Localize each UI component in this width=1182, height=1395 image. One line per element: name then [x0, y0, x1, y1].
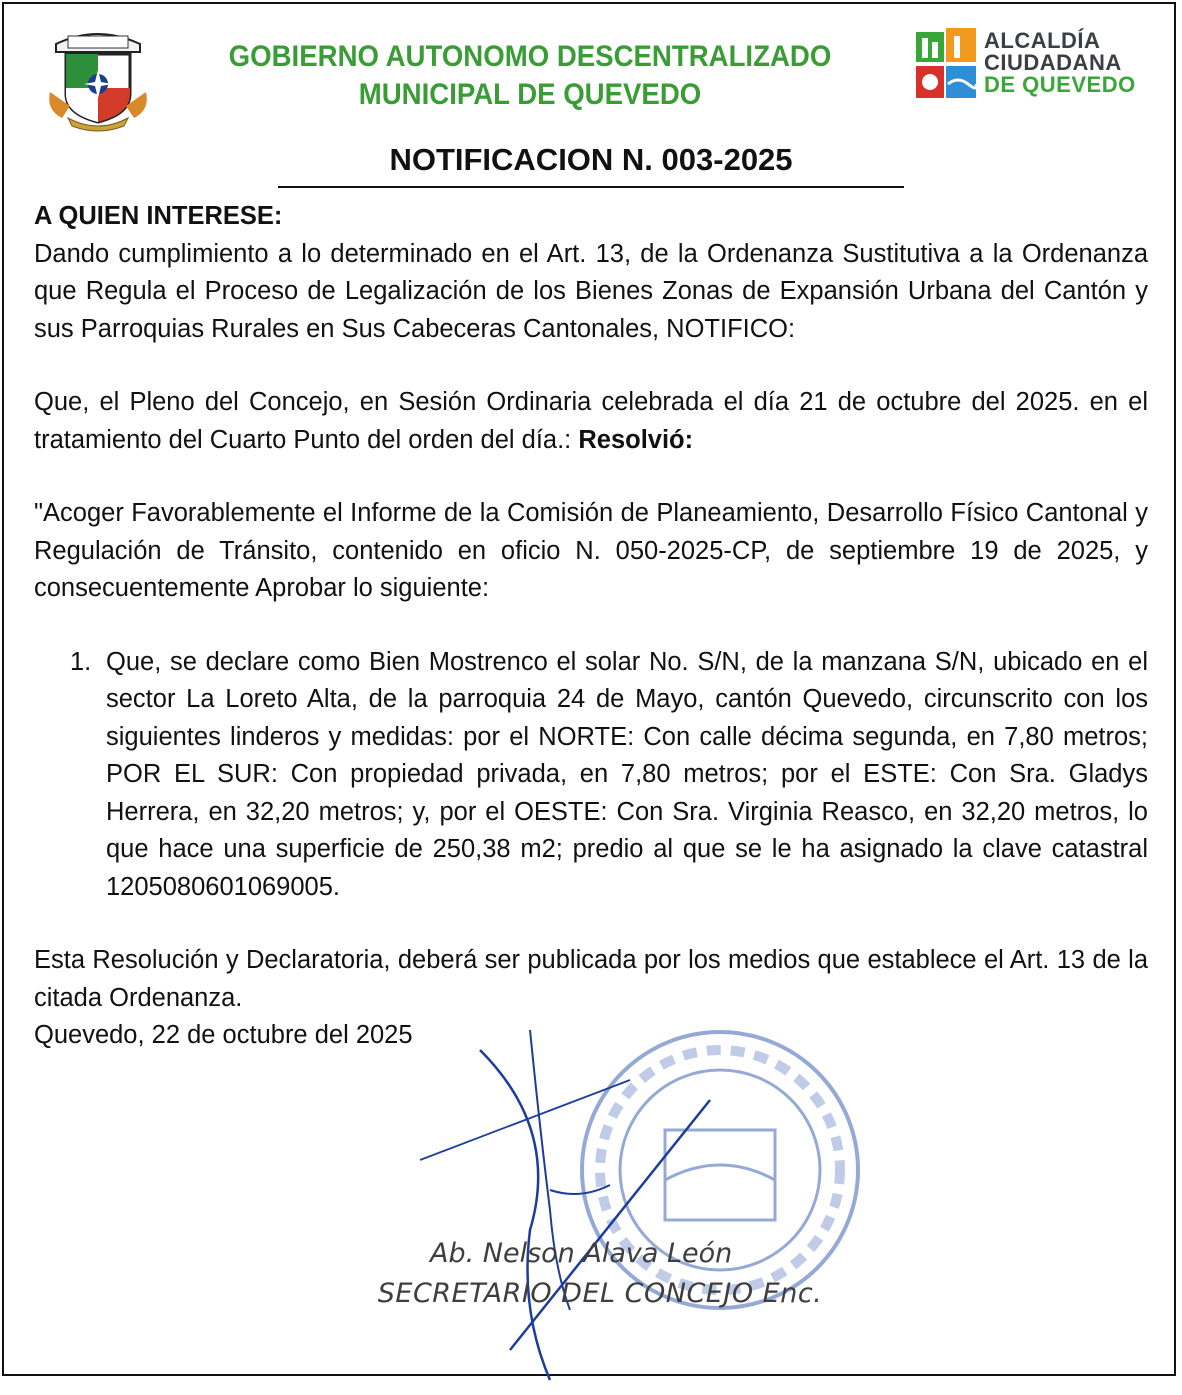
signatory-name: Ab. Nelson Alava León: [430, 1238, 733, 1269]
session-text: Que, el Pleno del Concejo, en Sesión Ordinaria celebrada el día 21 de octubre del 2025. en el tratamiento del Cuarto Punto del orden del día.:: [34, 388, 1148, 454]
org-line-2: MUNICIPAL DE QUEVEDO: [358, 78, 702, 111]
resolution-paragraph: "Acoger Favorablemente el Informe de la Comisión de Planeamiento, Desarrollo Físico Cantonal y Regulación de Tránsito, contenido en oficio N. 050-2025-CP, de septiembre 19 de 2025, y consecuentemente Aprobar lo siguiente:: [34, 499, 1148, 602]
logo-text: [984, 30, 1136, 96]
signatory-role: SECRETARIO DEL CONCEJO Enc.: [377, 1278, 823, 1309]
org-line-1: GOBIERNO AUTONOMO DESCENTRALIZADO: [228, 40, 832, 73]
handwritten-signature: [380, 1010, 840, 1390]
session-paragraph: [34, 384, 1148, 459]
list-item: [34, 644, 1148, 907]
addressee: A QUIEN INTERESE:: [34, 202, 283, 230]
intro-paragraph: Dando cumplimiento a lo determinado en el Art. 13, de la Ordenanza Sustitutiva a la Ordenanza que Regula el Proceso de Legalización de los Bienes Zonas de Expansión Urbana del Cantón y sus Parroquias Rurales en Sus Cabeceras Cantonales, NOTIFICO:: [34, 239, 1148, 343]
logo-line-3: DE QUEVEDO: [984, 72, 1136, 97]
organization-name: [190, 38, 871, 114]
issue-date: Quevedo, 22 de octubre del 2025: [34, 1021, 413, 1049]
item-text: Que, se declare como Bien Mostrenco el solar No. S/N, de la manzana S/N, ubicado en el sector La Loreto Alta, de la parroquia 24 de Mayo, cantón Quevedo, circunscrito con los siguientes linderos y medidas: por el NORTE: Con calle décima segunda, en 7,80 metros; POR EL SUR: Con propiedad privada, en 7,80 metros; por el ESTE: Con Sra. Gladys Herrera, en 32,20 metros; y, por el OESTE: Con Sra. Virginia Reasco, en 32,20 metros, lo que hace una superficie de 250,38 m2; predio al que se le ha asignado la clave catastral 1205080601069005.: [106, 647, 1148, 901]
notification-title: NOTIFICACION N. 003-2025: [389, 142, 793, 177]
logo-line-1: ALCALDÍA: [984, 28, 1101, 53]
municipal-crest-logo: [48, 22, 148, 132]
signature-block: [340, 1234, 860, 1314]
alcaldia-logo: [912, 26, 1168, 106]
logo-line-2: CIUDADANA: [984, 50, 1122, 75]
resolved-label: Resolvió:: [578, 425, 694, 454]
title-underline: [278, 186, 904, 188]
closing-paragraph: Esta Resolución y Declaratoria, deberá ser publicada por los medios que establece el Art. 13 de la citada Ordenanza.: [34, 946, 1148, 1012]
resolution-items: [34, 644, 1148, 907]
item-number: 1.: [70, 647, 92, 676]
notice-body: [34, 198, 1148, 1055]
